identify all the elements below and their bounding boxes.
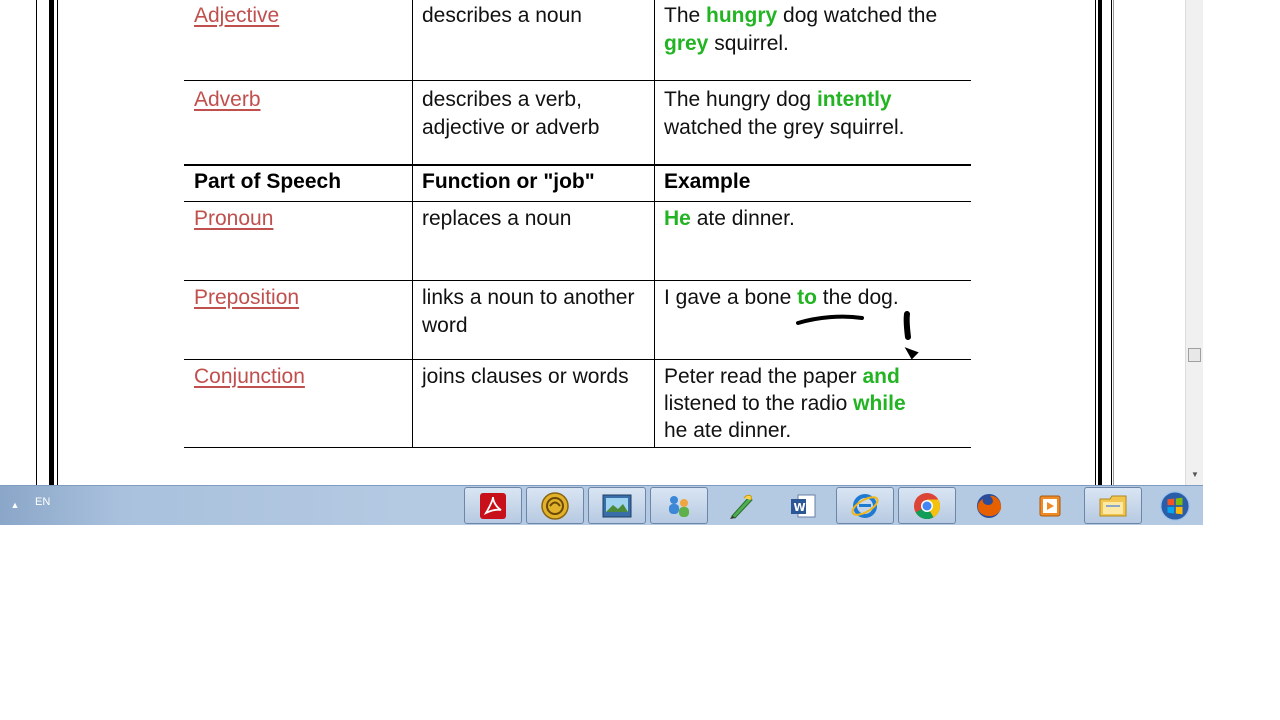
adobe-reader-icon <box>478 491 508 521</box>
taskbar-button-word[interactable] <box>774 487 832 524</box>
table-row-conjunction <box>184 363 971 447</box>
table-cell-term <box>194 86 404 166</box>
term-link-conjunction[interactable]: Conjunction <box>194 365 305 388</box>
taskbar-button-messenger[interactable] <box>650 487 708 524</box>
example-text: Peter read the paper <box>664 365 863 388</box>
table-row-adjective <box>184 2 971 82</box>
frame-line-right-mid <box>1098 0 1102 485</box>
example-highlight: to <box>797 286 817 309</box>
app-badge-icon <box>540 491 570 521</box>
show-hidden-icons-icon[interactable]: ▲ <box>10 500 20 510</box>
table-cell-term <box>194 363 404 447</box>
taskbar <box>0 485 1203 525</box>
example-text: ate dinner. <box>690 207 795 230</box>
term-link-adjective[interactable]: Adjective <box>194 4 280 27</box>
example-text: The hungry dog <box>664 88 817 111</box>
example-text: squirrel. <box>708 32 789 55</box>
table-row-divider <box>184 280 971 281</box>
header-example: Example <box>664 170 751 193</box>
firefox-icon <box>974 491 1004 521</box>
frame-line-left-mid <box>49 0 54 485</box>
example-highlight: hungry <box>706 4 778 27</box>
example-highlight: grey <box>664 32 709 55</box>
table-cell-example <box>664 2 964 82</box>
header-function: Function or "job" <box>422 170 595 193</box>
taskbar-button-file-explorer[interactable] <box>1084 487 1142 524</box>
media-player-icon <box>1036 491 1066 521</box>
example-highlight: He <box>664 207 691 230</box>
table-header-row <box>184 168 971 200</box>
table-cell-function: links a noun to another word <box>422 286 635 337</box>
example-text: watched the grey squirrel. <box>664 116 905 139</box>
vertical-scrollbar[interactable] <box>1185 0 1203 485</box>
internet-explorer-icon <box>850 491 880 521</box>
frame-line-left-outer <box>36 0 37 485</box>
taskbar-button-adobe-reader[interactable] <box>464 487 522 524</box>
taskbar-button-pen-tool[interactable] <box>712 487 770 524</box>
example-text: dog watched the <box>777 4 938 27</box>
frame-line-right-outer <box>1111 0 1112 485</box>
table-cell-term <box>194 2 404 82</box>
table-cell-term <box>194 284 404 358</box>
example-text: listened to the radio <box>664 392 854 415</box>
taskbar-button-media-player[interactable] <box>1022 487 1080 524</box>
table-cell-function: joins clauses or words <box>422 365 629 388</box>
scroll-down-arrow-icon[interactable]: ▼ <box>1191 470 1199 479</box>
messenger-icon <box>664 491 694 521</box>
example-highlight: intently <box>816 88 892 111</box>
table-cell-function: replaces a noun <box>422 207 572 230</box>
term-link-preposition[interactable]: Preposition <box>194 286 300 309</box>
example-highlight: while <box>853 392 906 415</box>
table-cell-example <box>664 363 964 447</box>
taskbar-button-firefox[interactable] <box>960 487 1018 524</box>
example-text: I gave a bone <box>664 286 798 309</box>
word-icon <box>788 491 818 521</box>
svg-text:W: W <box>793 500 806 514</box>
table-row-divider <box>184 80 971 81</box>
term-link-pronoun[interactable]: Pronoun <box>194 207 274 230</box>
taskbar-button-picture-viewer[interactable] <box>588 487 646 524</box>
table-cell-term <box>194 205 404 279</box>
table-row-divider <box>184 164 971 166</box>
table-cell-function: describes a verb, adjective or adverb <box>422 88 600 139</box>
pen-tool-icon <box>726 491 756 521</box>
chrome-icon <box>912 491 942 521</box>
term-link-adverb[interactable]: Adverb <box>194 88 261 111</box>
example-text: he ate dinner. <box>664 419 792 442</box>
table-row-pronoun <box>184 205 971 279</box>
start-button[interactable] <box>1146 487 1203 524</box>
frame-line-right-inner <box>1095 0 1096 485</box>
file-explorer-icon <box>1098 491 1128 521</box>
scrollbar-thumb[interactable] <box>1188 348 1201 362</box>
example-highlight: and <box>862 365 900 388</box>
example-text: The <box>664 4 707 27</box>
frame-line-left-inner <box>57 0 58 485</box>
pen-annotation <box>790 305 930 365</box>
table-row-adverb <box>184 86 971 166</box>
example-text: the dog. <box>816 286 899 309</box>
header-part-of-speech: Part of Speech <box>194 170 342 193</box>
table-cell-function: describes a noun <box>422 4 582 27</box>
taskbar-button-internet-explorer[interactable] <box>836 487 894 524</box>
table-row-divider <box>184 447 971 448</box>
window-edge-line <box>1113 0 1114 485</box>
table-cell-example <box>664 205 964 279</box>
table-cell-example <box>664 86 964 166</box>
table-row-divider <box>184 201 971 202</box>
language-indicator[interactable]: EN <box>35 496 51 508</box>
taskbar-button-app[interactable] <box>526 487 584 524</box>
picture-viewer-icon <box>602 491 632 521</box>
start-icon <box>1160 491 1190 521</box>
taskbar-button-chrome[interactable] <box>898 487 956 524</box>
